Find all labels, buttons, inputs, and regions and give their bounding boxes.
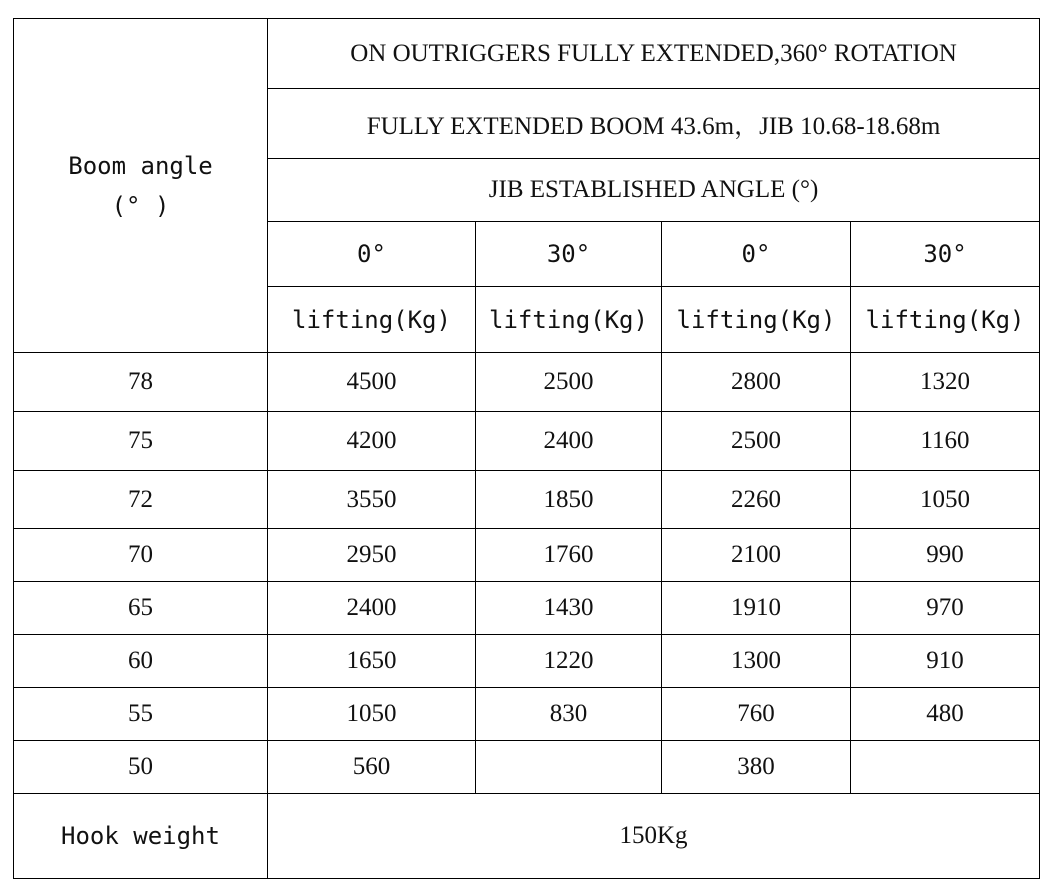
- lifting-value-cell: 990: [851, 529, 1040, 582]
- jib-angle-cell: 0°: [268, 222, 476, 287]
- hook-weight-value: 150Kg: [268, 794, 1040, 879]
- lifting-label-cell: lifting(Kg): [268, 287, 476, 353]
- boom-angle-unit: (° ): [111, 191, 170, 220]
- jib-angle-cell: 30°: [476, 222, 662, 287]
- lifting-value-cell: 910: [851, 635, 1040, 688]
- lifting-value-cell: 1430: [476, 582, 662, 635]
- jib-angle-cell: 0°: [662, 222, 851, 287]
- table-row: [14, 353, 1040, 412]
- hook-weight-row: [14, 794, 1040, 879]
- lifting-value-cell: 2500: [662, 412, 851, 471]
- boom-angle-cell: 65: [14, 582, 268, 635]
- boom-angle-cell: 60: [14, 635, 268, 688]
- header-row-rotation: [14, 19, 1040, 89]
- lifting-value-cell: 1050: [851, 471, 1040, 529]
- lifting-value-cell: 2800: [662, 353, 851, 412]
- load-chart-table: [13, 18, 1040, 879]
- lifting-label-cell: lifting(Kg): [851, 287, 1040, 353]
- table-row: [14, 412, 1040, 471]
- header-rotation: ON OUTRIGGERS FULLY EXTENDED,360° ROTATION: [268, 19, 1040, 89]
- lifting-value-cell: 3550: [268, 471, 476, 529]
- table-row: [14, 582, 1040, 635]
- boom-angle-cell: 50: [14, 741, 268, 794]
- boom-angle-cell: 72: [14, 471, 268, 529]
- boom-angle-header: [14, 19, 268, 353]
- boom-angle-cell: 55: [14, 688, 268, 741]
- lifting-value-cell: 1050: [268, 688, 476, 741]
- table-row: [14, 529, 1040, 582]
- lifting-value-cell: 2500: [476, 353, 662, 412]
- boom-angle-label: Boom angle: [68, 151, 213, 180]
- boom-angle-cell: 70: [14, 529, 268, 582]
- lifting-value-cell: 2260: [662, 471, 851, 529]
- lifting-value-cell: 1760: [476, 529, 662, 582]
- lifting-value-cell: [851, 741, 1040, 794]
- lifting-value-cell: 4500: [268, 353, 476, 412]
- lifting-value-cell: 1160: [851, 412, 1040, 471]
- jib-angle-cell: 30°: [851, 222, 1040, 287]
- lifting-value-cell: 2400: [476, 412, 662, 471]
- lifting-value-cell: 2100: [662, 529, 851, 582]
- boom-angle-cell: 75: [14, 412, 268, 471]
- lifting-value-cell: [476, 741, 662, 794]
- header-boom-length: FULLY EXTENDED BOOM 43.6m，JIB 10.68-18.68m: [268, 89, 1040, 159]
- lifting-value-cell: 970: [851, 582, 1040, 635]
- lifting-value-cell: 480: [851, 688, 1040, 741]
- header-jib-angle: JIB ESTABLISHED ANGLE (°): [268, 159, 1040, 222]
- table-row: [14, 688, 1040, 741]
- lifting-value-cell: 1300: [662, 635, 851, 688]
- lifting-value-cell: 560: [268, 741, 476, 794]
- lifting-value-cell: 830: [476, 688, 662, 741]
- lifting-value-cell: 1320: [851, 353, 1040, 412]
- lifting-value-cell: 760: [662, 688, 851, 741]
- lifting-value-cell: 2400: [268, 582, 476, 635]
- lifting-value-cell: 2950: [268, 529, 476, 582]
- lifting-value-cell: 1910: [662, 582, 851, 635]
- lifting-value-cell: 4200: [268, 412, 476, 471]
- lifting-value-cell: 1850: [476, 471, 662, 529]
- table-row: [14, 635, 1040, 688]
- table-row: [14, 741, 1040, 794]
- lifting-value-cell: 1650: [268, 635, 476, 688]
- table-row: [14, 471, 1040, 529]
- lifting-label-cell: lifting(Kg): [662, 287, 851, 353]
- lifting-value-cell: 380: [662, 741, 851, 794]
- lifting-label-cell: lifting(Kg): [476, 287, 662, 353]
- boom-angle-cell: 78: [14, 353, 268, 412]
- lifting-value-cell: 1220: [476, 635, 662, 688]
- hook-weight-label: Hook weight: [14, 794, 268, 879]
